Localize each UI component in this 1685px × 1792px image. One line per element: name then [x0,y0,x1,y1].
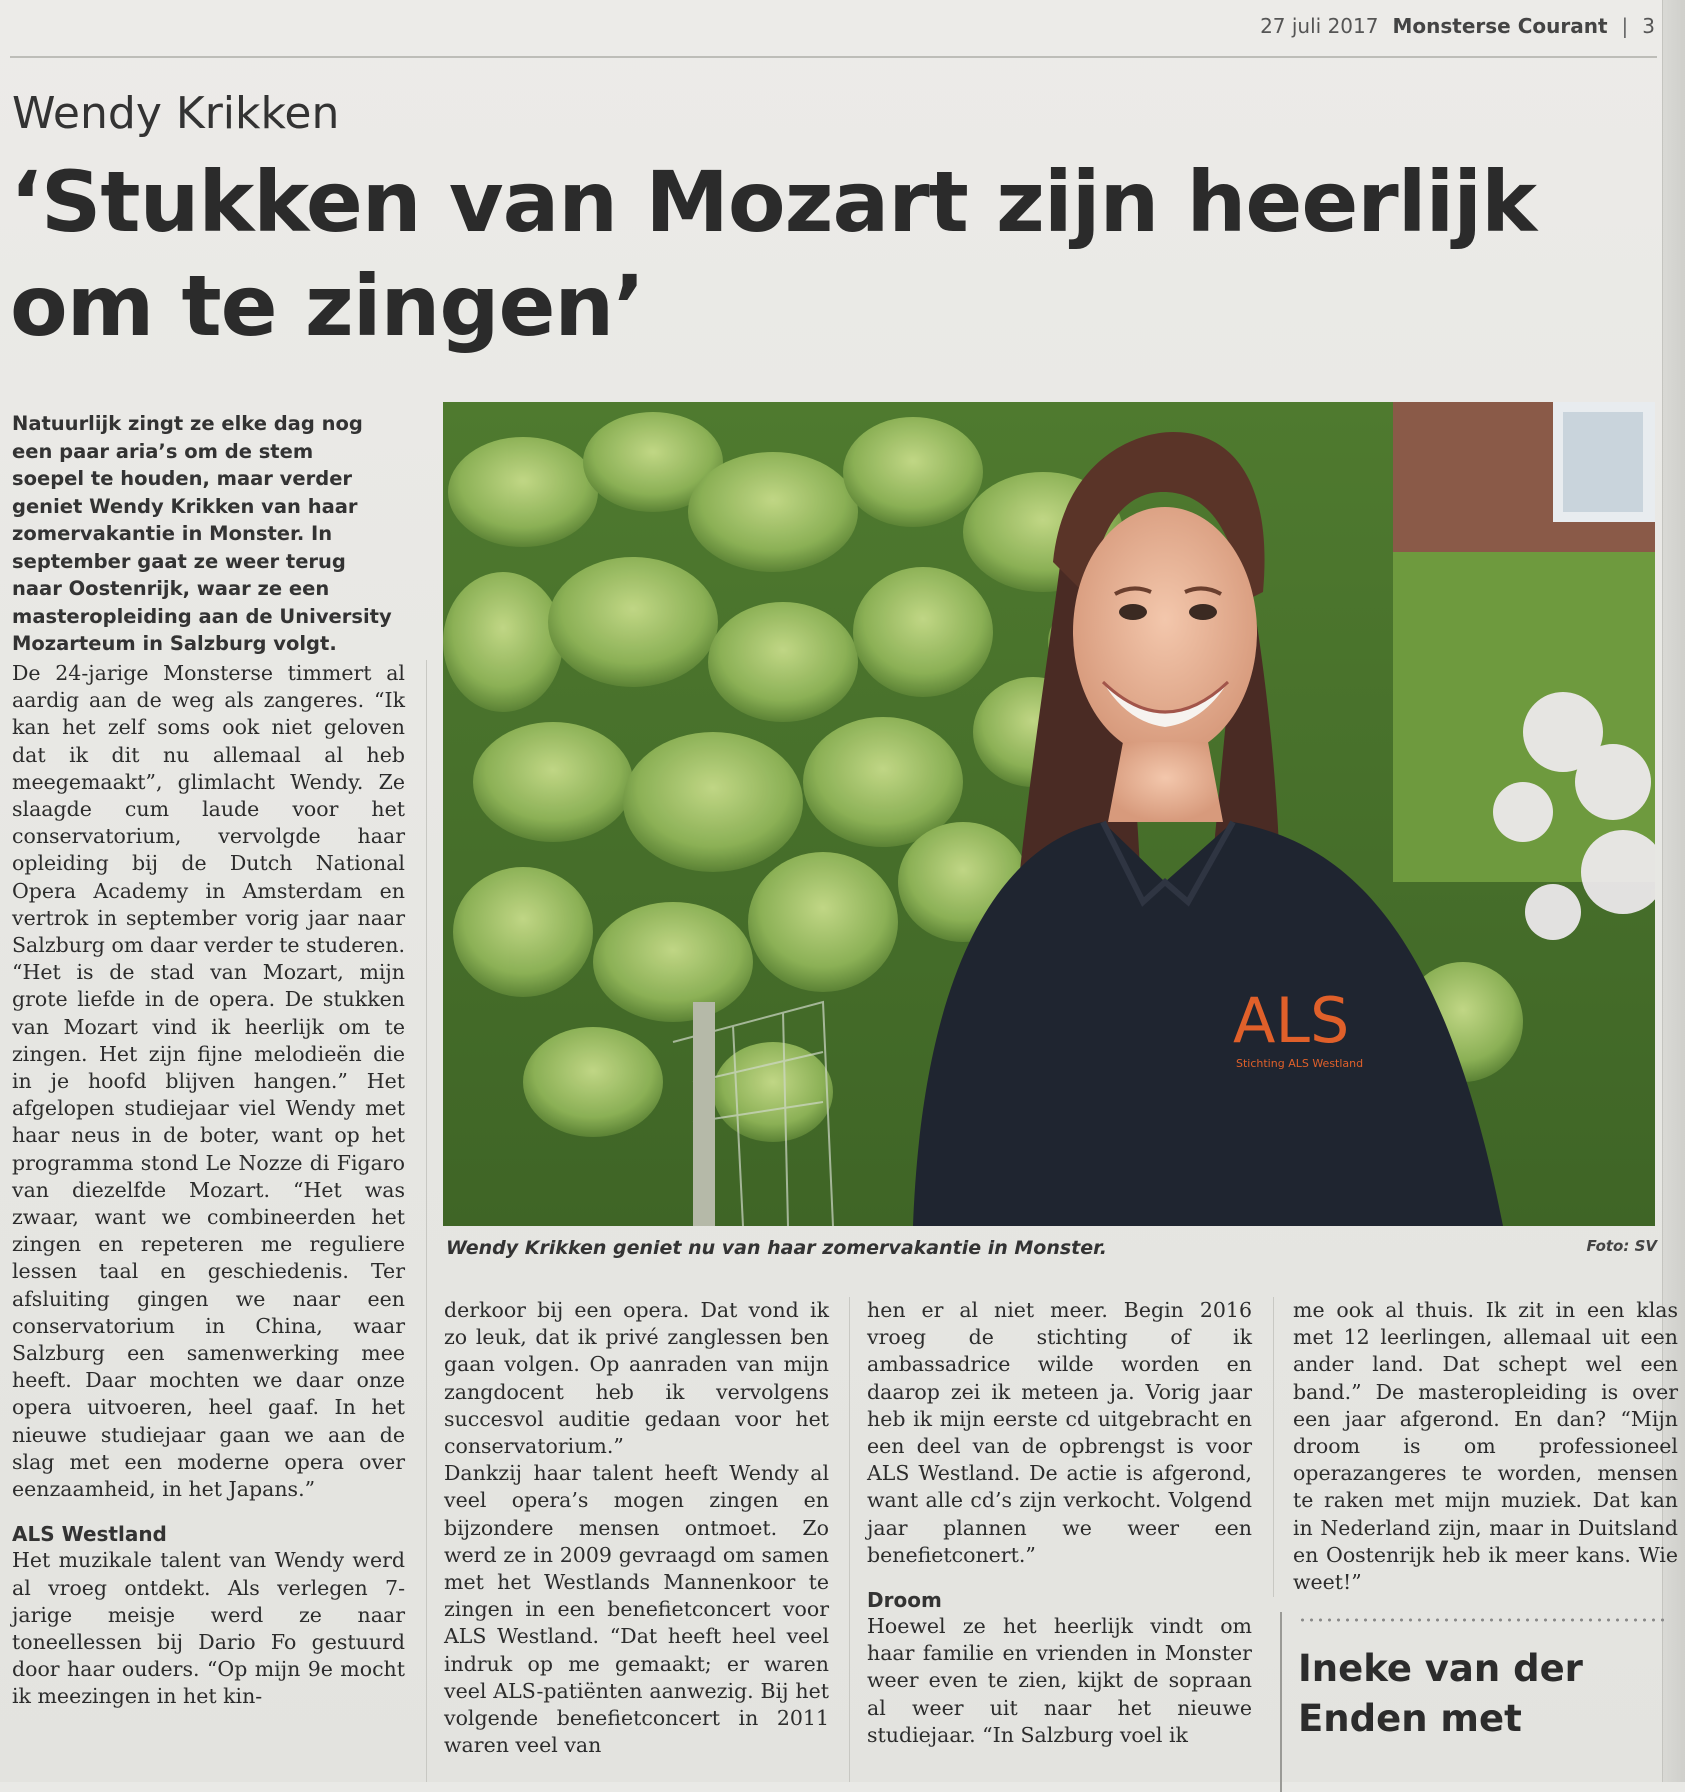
subheading-droom: Droom [867,1588,942,1613]
body-paragraph: me ook al thuis. Ik zit in een klas met 12 leerlingen, allemaal uit een ander land. Dat schept wel een band.” De masteropleiding is over een jaar afgerond. En dan? “Mijn droom is om professioneel operazangeres te worden, mensen te raken met mijn muziek. Dat kan in Nederland zijn, maar in Duitsland en Oostenrijk heb ik meer kans. Wie weet!” [1293,1298,1678,1595]
article-photo [443,402,1655,1226]
article-column-1 [12,660,405,1711]
photo-wendy-krikken [443,402,1655,1226]
page-number: 3 [1642,14,1655,38]
body-paragraph: Hoewel ze het heerlijk vindt om haar familie en vrienden in Monster weer even te zien, kijkt de sopraan al weer uit naar het nieuwe studiejaar. “In Salzburg voel ik [867,1614,1252,1747]
article-headline: ‘Stukken van Mozart zijn heerlijk om te zingen’ [10,153,1536,355]
body-paragraph: hen er al niet meer. Begin 2016 vroeg de stichting of ik ambassadrice wilde worden en daarop zei ik meteen ja. Vorig jaar heb ik mijn eerste cd uitgebracht en een deel van de opbrengst is voor ALS Westland. De actie is afgerond, want alle cd’s zijn verkocht. Volgend jaar plannen we weer een benefietconert.” [867,1298,1252,1567]
article-kicker: Wendy Krikken [12,88,340,139]
photo-credit: Foto: SV [1586,1237,1657,1255]
shirt-logo: ALS [1233,984,1350,1057]
column-divider [849,1297,850,1782]
publication-name: Monsterse Courant [1392,14,1608,38]
next-article-box [1280,1612,1677,1792]
header-rule [10,56,1657,58]
article-column-3 [867,1297,1252,1749]
next-article-headline: Ineke van der Enden met [1298,1647,1583,1740]
article-column-4 [1293,1297,1678,1596]
body-paragraph: De 24-jarige Monsterse timmert al aardig aan de weg als zangeres. “Ik kan het zelf soms ook niet geloven dat ik dit nu allemaal al heb meegemaakt”, glimlacht Wendy. Ze slaagde cum laude voor het conservatorium, vervolgde haar opleiding bij de Dutch National Opera Academy in Amsterdam en vertrok in september vorig jaar naar Salzburg om daar verder te studeren. “Het is de stad van Mozart, mijn grote liefde in de opera. De stukken van Mozart vind ik heerlijk om te zingen. Het zijn fijne melodieën die in je hoofd blijven hangen.” Het afgelopen studiejaar viel Wendy met haar neus in de boter, want op het programma stond Le Nozze di Figaro van diezelfde Mozart. “Het was zwaar, want we combineerden het zingen en repeteren me reguliere lessen taal en geschiedenis. Ter afsluiting gingen we naar een conservatorium in China, waar Salzburg een samenwerking mee heeft. Daar mochten we daar onze opera uitvoeren, heel gaaf. In het nieuwe studiejaar gaan we aan de slag met een moderne opera over eenzaamheid, in het Japans.” [12,661,405,1502]
article-lead: Natuurlijk zingt ze elke dag nog een paar aria’s om de stem soepel te houden, maar verder geniet Wendy Krikken van haar zomervakantie in Monster. In september gaat ze weer terug naar Oostenrijk, waar ze een masteropleiding aan de University Mozarteum in Salzburg volgt. [12,412,392,655]
photo-caption: Wendy Krikken geniet nu van haar zomervakantie in Monster. [446,1237,1108,1259]
body-paragraph: Dankzij haar talent heeft Wendy al veel opera’s mogen zingen en bijzondere mensen ontmoet. Zo werd ze in 2009 gevraagd om samen met het Westlands Mannenkoor te zingen in een benefietconcert voor ALS Westland. “Dat heeft heel veel indruk op me gemaakt; er waren veel ALS-patiënten aanwezig. Bij het volgende benefietconcert in 2011 waren veel van [444,1461,829,1758]
subheading-als-westland: ALS Westland [12,1522,167,1547]
body-paragraph: Het muzikale talent van Wendy werd al vroeg ontdekt. Als verlegen 7-jarige meisje werd ze naar toneellessen bij Dario Fo gestuurd door haar ouders. “Op mijn 9e mocht ik meezingen in het kin- [12,1548,405,1709]
issue-date: 27 juli 2017 [1260,14,1379,38]
column-divider [1273,1297,1274,1597]
dotted-rule [1298,1618,1668,1622]
column-divider [426,660,427,1782]
header-separator: | [1621,14,1629,38]
article-column-2 [444,1297,829,1759]
body-paragraph: derkoor bij een opera. Dat vond ik zo leuk, dat ik privé zanglessen ben gaan volgen. Op aanraden van mijn zangdocent heb ik vervolgens succesvol auditie gedaan voor het conservatorium.” [444,1298,829,1459]
page-header [1260,14,1655,38]
shirt-logo-subtitle: Stichting ALS Westland [1236,1057,1364,1070]
